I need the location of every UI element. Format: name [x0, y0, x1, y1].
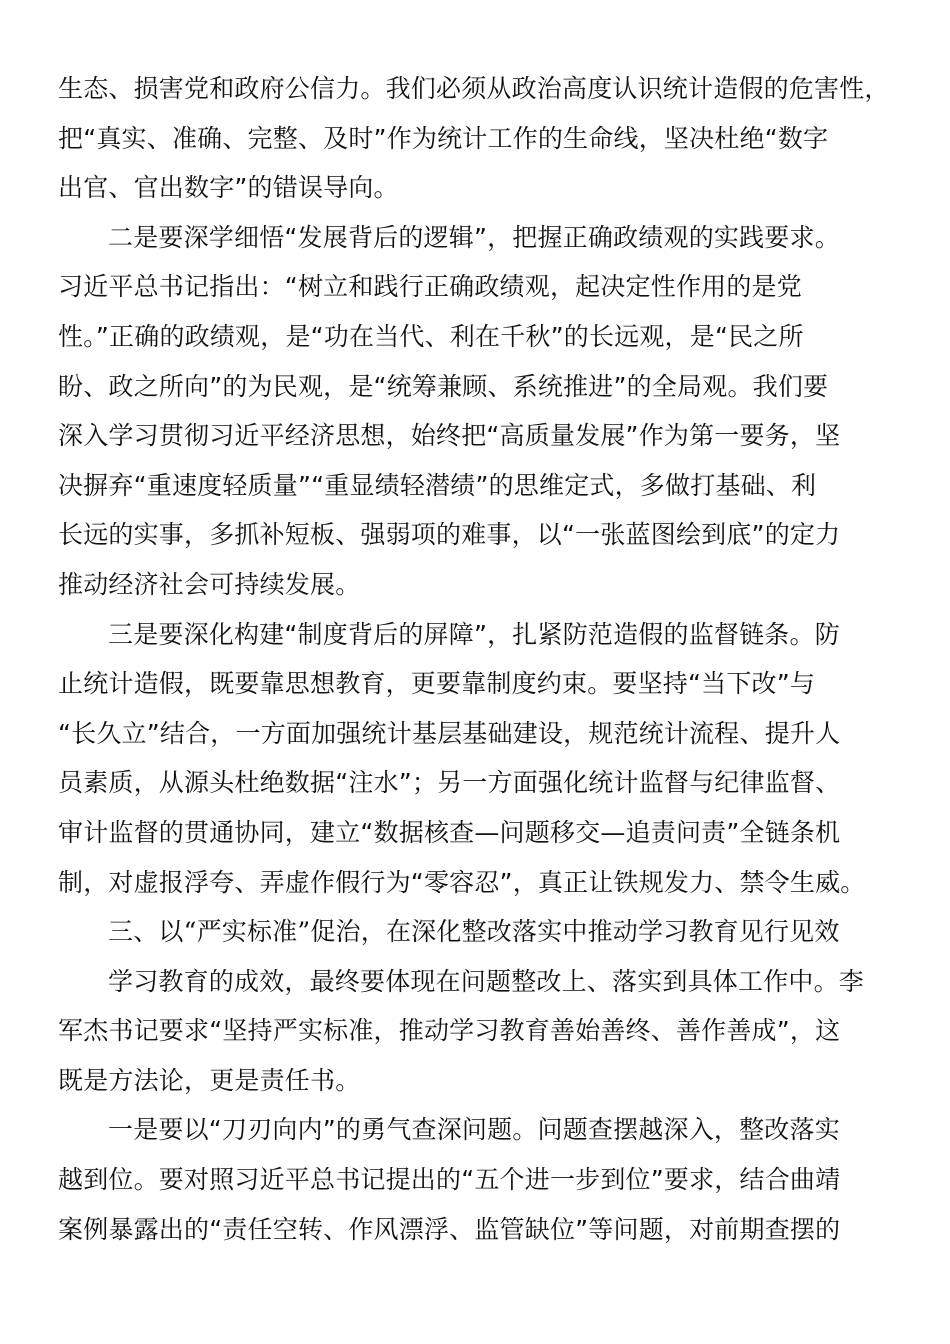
text-line: 生态、损害党和政府公信力。我们必须从政治高度认识统计造假的危害性， [58, 74, 890, 103]
text-line: 军杰书记要求“坚持严实标准，推动学习教育善始善终、善作善成”，这 [58, 1016, 841, 1046]
paragraph-start-line: 三是要深化构建“制度背后的屏障”，扎紧防范造假的监督链条。防 [108, 619, 840, 649]
text-line: 审计监督的贯通协同，建立“数据核查—问题移交—追责问责”全链条机 [58, 817, 841, 847]
text-line: 把“真实、准确、完整、及时”作为统计工作的生命线，坚决杜绝“数字 [58, 123, 829, 153]
text-line: “长久立”结合，一方面加强统计基层基础建设，规范统计流程、提升人 [58, 718, 841, 748]
text-line: 止统计造假，既要靠思想教育，更要靠制度约束。要坚持“当下改”与 [58, 669, 816, 699]
text-line: 案例暴露出的“责任空转、作风漂浮、监管缺位”等问题，对前期查摆的 [58, 1214, 841, 1244]
section-heading: 三、以“严实标准”促治，在深化整改落实中推动学习教育见行见效 [108, 917, 840, 947]
text-line: 习近平总书记指出：“树立和践行正确政绩观，起决定性作用的是党 [58, 272, 802, 302]
paragraph-start-line: 一是要以“刀刃向内”的勇气查深问题。问题查摆越深入，整改落实 [108, 1115, 840, 1145]
text-line: 既是方法论，更是责任书。 [58, 1065, 361, 1095]
text-line: 长远的实事，多抓补短板、强弱项的难事，以“一张蓝图绘到底”的定力 [58, 520, 841, 550]
text-line: 制，对虚报浮夸、弄虚作假行为“零容忍”，真正让铁规发力、禁令生威。 [58, 867, 866, 897]
paragraph-start-line: 二是要深学细悟“发展背后的逻辑”，把握正确政绩观的实践要求。 [108, 222, 840, 252]
text-line: 员素质，从源头杜绝数据“注水”；另一方面强化统计监督与纪律监督、 [58, 768, 841, 798]
text-line: 越到位。要对照习近平总书记提出的“五个进一步到位”要求，结合曲靖 [58, 1165, 841, 1195]
document-body [58, 64, 893, 1254]
text-line: 性。”正确的政绩观，是“功在当代、利在千秋”的长远观，是“民之所 [58, 321, 804, 351]
text-line: 深入学习贯彻习近平经济思想，始终把“高质量发展”作为第一要务，坚 [58, 421, 841, 451]
paragraph-start-line: 学习教育的成效，最终要体现在问题整改上、落实到具体工作中。李 [108, 966, 865, 996]
text-line: 推动经济社会可持续发展。 [58, 569, 361, 599]
text-line: 出官、官出数字”的错误导向。 [58, 173, 399, 203]
text-line: 决摒弃“重速度轻质量”“重显绩轻潜绩”的思维定式，多做打基础、利 [58, 470, 817, 500]
text-line: 盼、政之所向”的为民观，是“统筹兼顾、系统推进”的全局观。我们要 [58, 371, 829, 401]
